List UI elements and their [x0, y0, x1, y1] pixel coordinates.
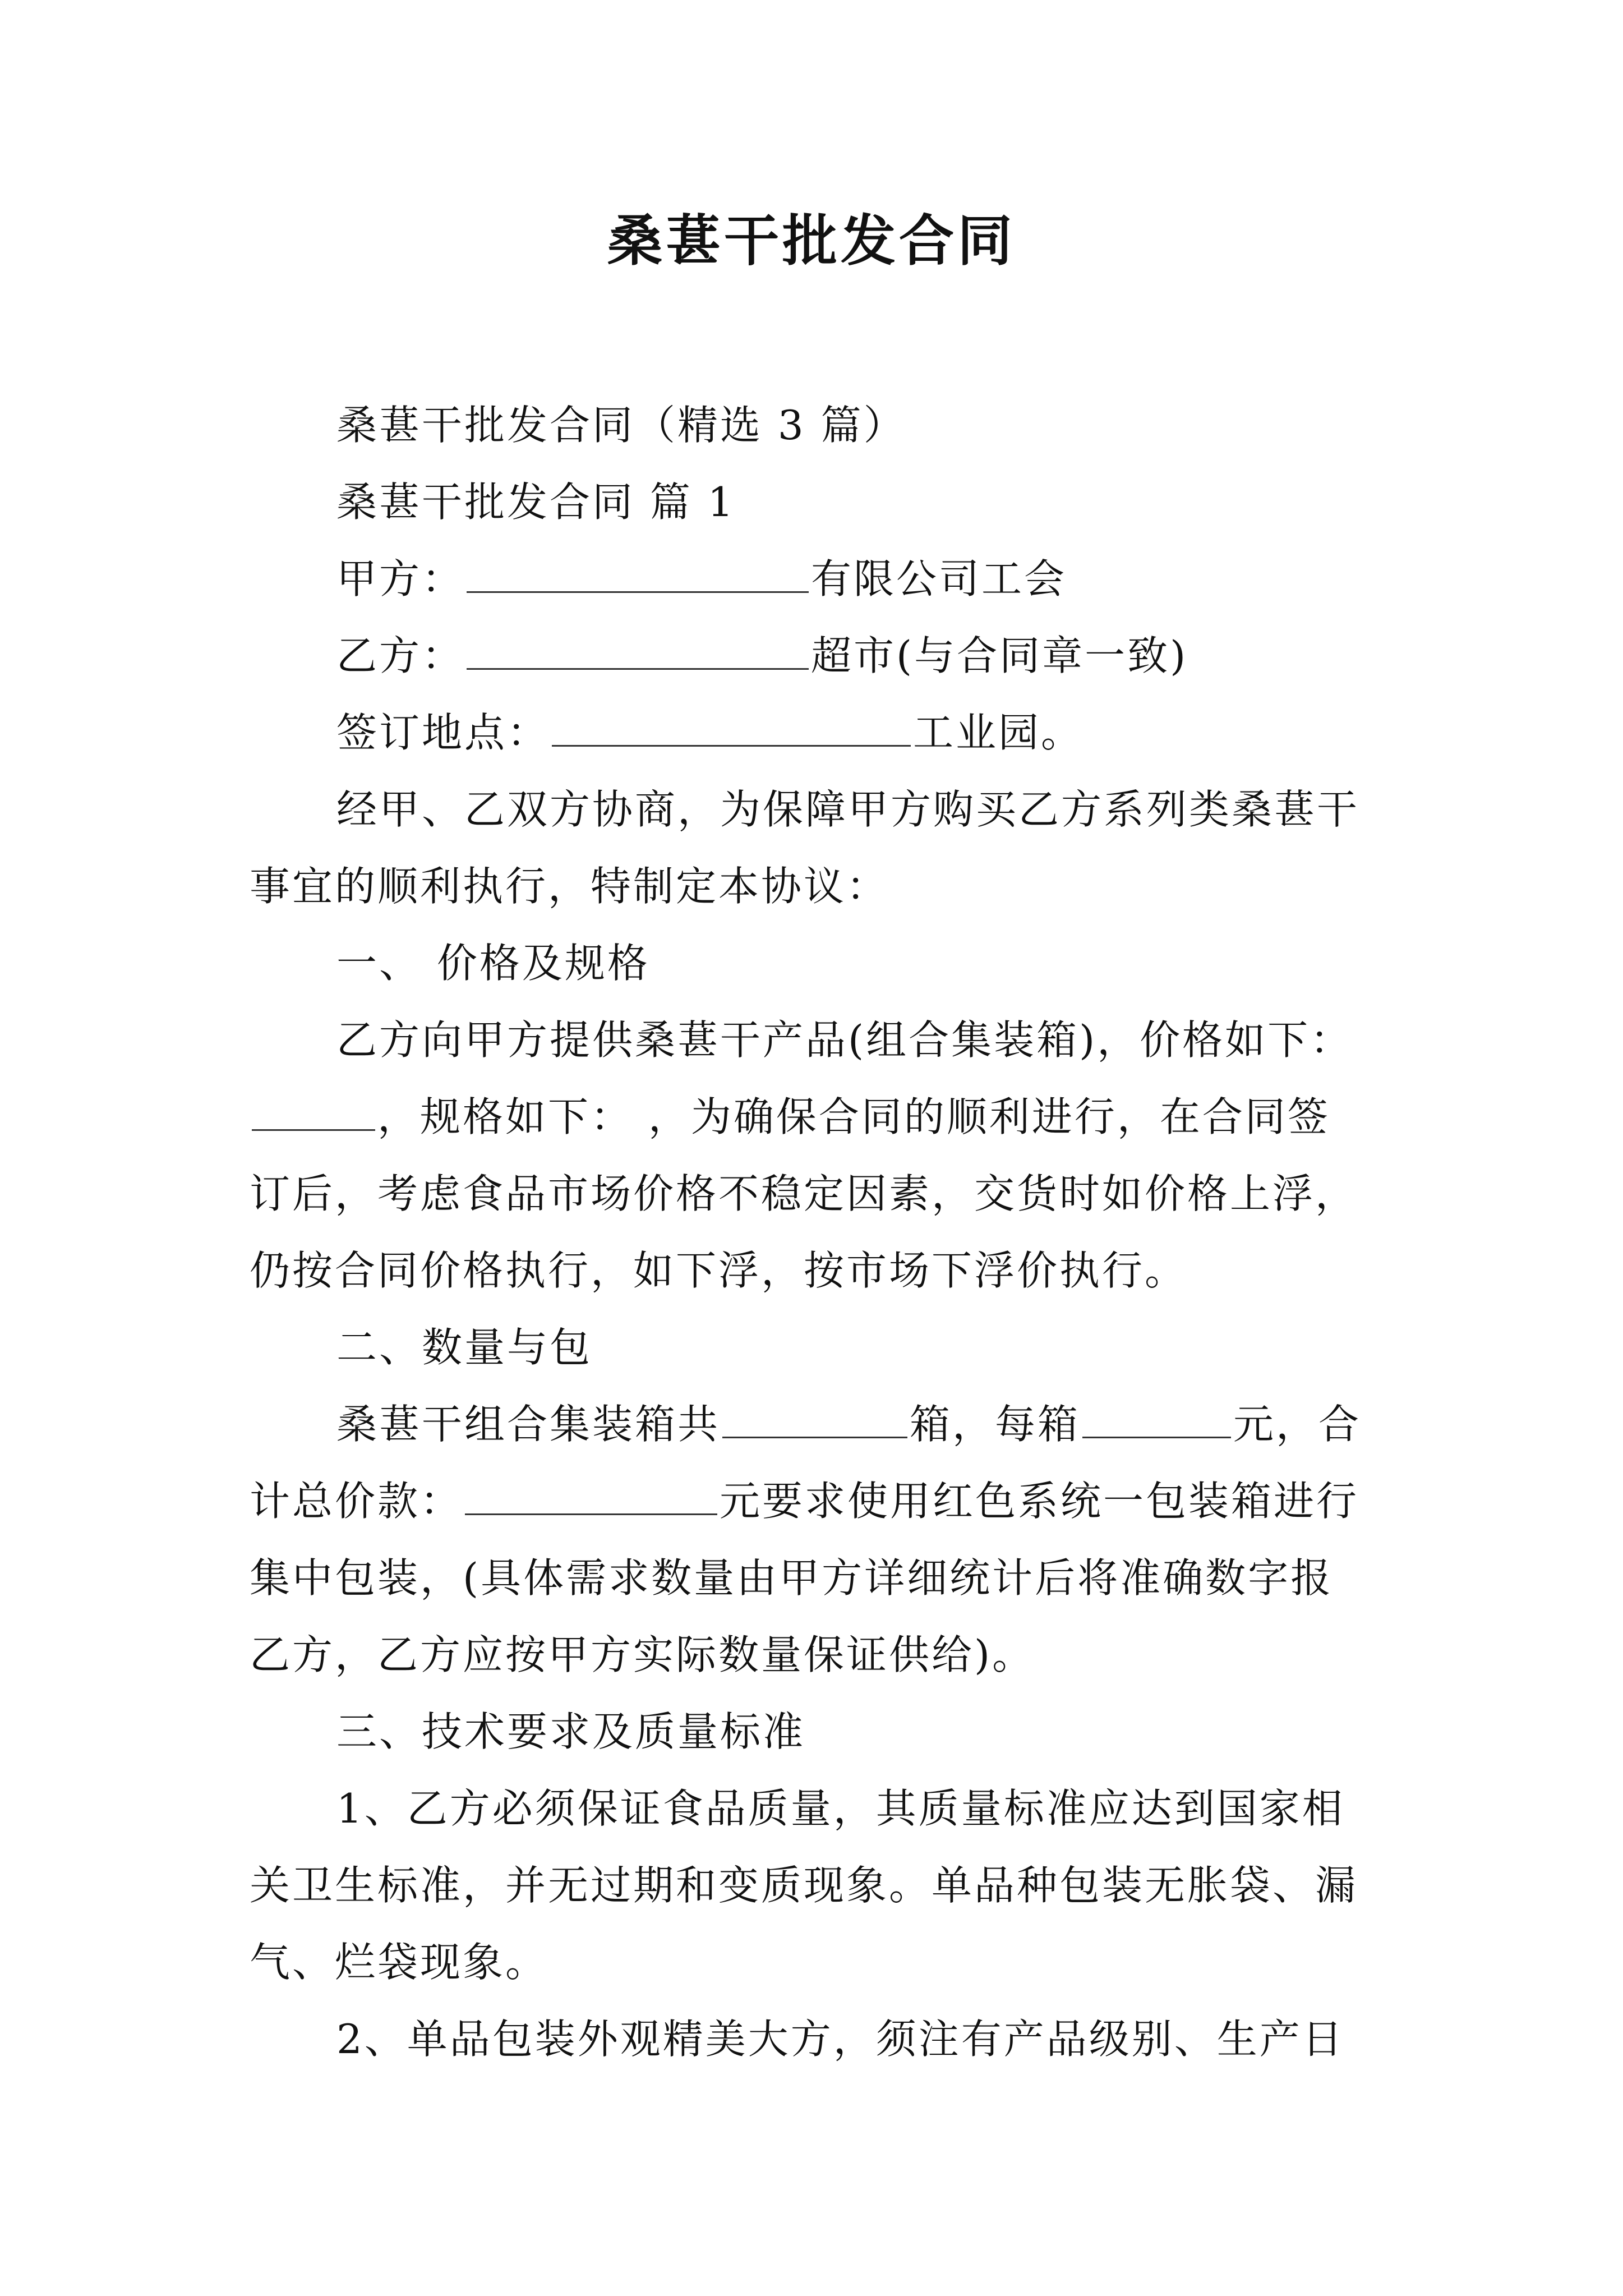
- section-heading: [336, 464, 736, 541]
- paragraph-text: ，规格如下： ，为确保合同的顺利进行，在合同签: [377, 1093, 1330, 1140]
- subtitle: [336, 387, 906, 464]
- paragraph-text: 箱，每箱: [910, 1401, 1081, 1448]
- paragraph-text: 计总价款：: [250, 1478, 463, 1525]
- paragraph-text: 经甲、乙双方协商，为保障甲方购买乙方系列类桑葚干: [336, 786, 1360, 833]
- paragraph-line: [336, 1002, 1353, 1079]
- paragraph-line: [336, 1386, 1361, 1463]
- paragraph-text: 仍按合同价格执行，如下浮，按市场下浮价执行。: [250, 1247, 1188, 1294]
- party-a-label: 甲方：: [336, 555, 465, 602]
- party-a-suffix: 有限公司工会: [811, 555, 1067, 602]
- paragraph-text: 桑葚干组合集装箱共: [336, 1401, 721, 1448]
- signing-place-line: [336, 694, 1083, 771]
- paragraph-text: 乙方向甲方提供桑葚干产品(组合集装箱)，价格如下：: [336, 1016, 1353, 1064]
- paragraph-text: 元要求使用红色系统一包装箱进行: [720, 1478, 1359, 1525]
- paragraph-line: [250, 1617, 1035, 1694]
- paragraph-text: 集中包装，(具体需求数量由甲方详细统计后将准确数字报: [250, 1554, 1334, 1602]
- paragraph-text: 订后，考虑食品市场价格不稳定因素，交货时如价格上浮，: [250, 1170, 1358, 1217]
- paragraph-line: [250, 1079, 1330, 1156]
- paragraph-line: [250, 1232, 1187, 1309]
- box-count-blank: [722, 1404, 907, 1438]
- document-title: 桑葚干批发合同: [607, 209, 1016, 273]
- party-b-blank: [467, 636, 809, 670]
- clause-heading-text: 二、数量与包: [336, 1324, 593, 1371]
- box-price-blank: [1082, 1404, 1231, 1438]
- paragraph-line: [250, 848, 889, 925]
- paragraph-text: 2、单品包装外观精美大方，须注有产品级别、生产日: [336, 2016, 1345, 2063]
- paragraph-line: [250, 1540, 1333, 1617]
- paragraph-line: [250, 1463, 1359, 1540]
- paragraph-line: [336, 771, 1359, 848]
- clause-heading: [336, 1694, 805, 1770]
- paragraph-text: 1、乙方必须保证食品质量，其质量标准应达到国家相: [336, 1785, 1345, 1832]
- total-price-blank: [465, 1481, 717, 1515]
- paragraph-text: 气、烂袋现象。: [250, 1939, 548, 1986]
- paragraph-line: [336, 1770, 1345, 1847]
- party-a-blank: [467, 559, 809, 593]
- party-b-label: 乙方：: [336, 632, 465, 679]
- paragraph-line: [250, 1924, 548, 2001]
- paragraph-text: 事宜的顺利执行，特制定本协议：: [250, 863, 889, 910]
- price-blank: [252, 1097, 375, 1131]
- clause-heading: [336, 925, 650, 1002]
- paragraph-line: [250, 1156, 1358, 1232]
- paragraph-line: [250, 1847, 1358, 1924]
- paragraph-line: [336, 2001, 1345, 2078]
- paragraph-text: 元，合: [1233, 1401, 1362, 1448]
- signing-place-suffix: 工业园。: [913, 709, 1084, 756]
- signing-place-blank: [552, 712, 911, 747]
- party-b-suffix: 超市(与合同章一致): [811, 632, 1188, 679]
- clause-heading-text: 一、 价格及规格: [336, 940, 650, 987]
- signing-place-label: 签订地点：: [336, 709, 550, 756]
- clause-heading: [336, 1309, 592, 1386]
- section-heading-text: 桑葚干批发合同 篇 1: [336, 478, 736, 526]
- party-b-line: [336, 618, 1188, 694]
- party-a-line: [336, 541, 1067, 618]
- subtitle-text: 桑葚干批发合同（精选 3 篇）: [336, 402, 906, 449]
- clause-heading-text: 三、技术要求及质量标准: [336, 1708, 806, 1755]
- paragraph-text: 乙方，乙方应按甲方实际数量保证供给)。: [250, 1631, 1035, 1678]
- paragraph-text: 关卫生标准，并无过期和变质现象。单品种包装无胀袋、漏: [250, 1862, 1358, 1909]
